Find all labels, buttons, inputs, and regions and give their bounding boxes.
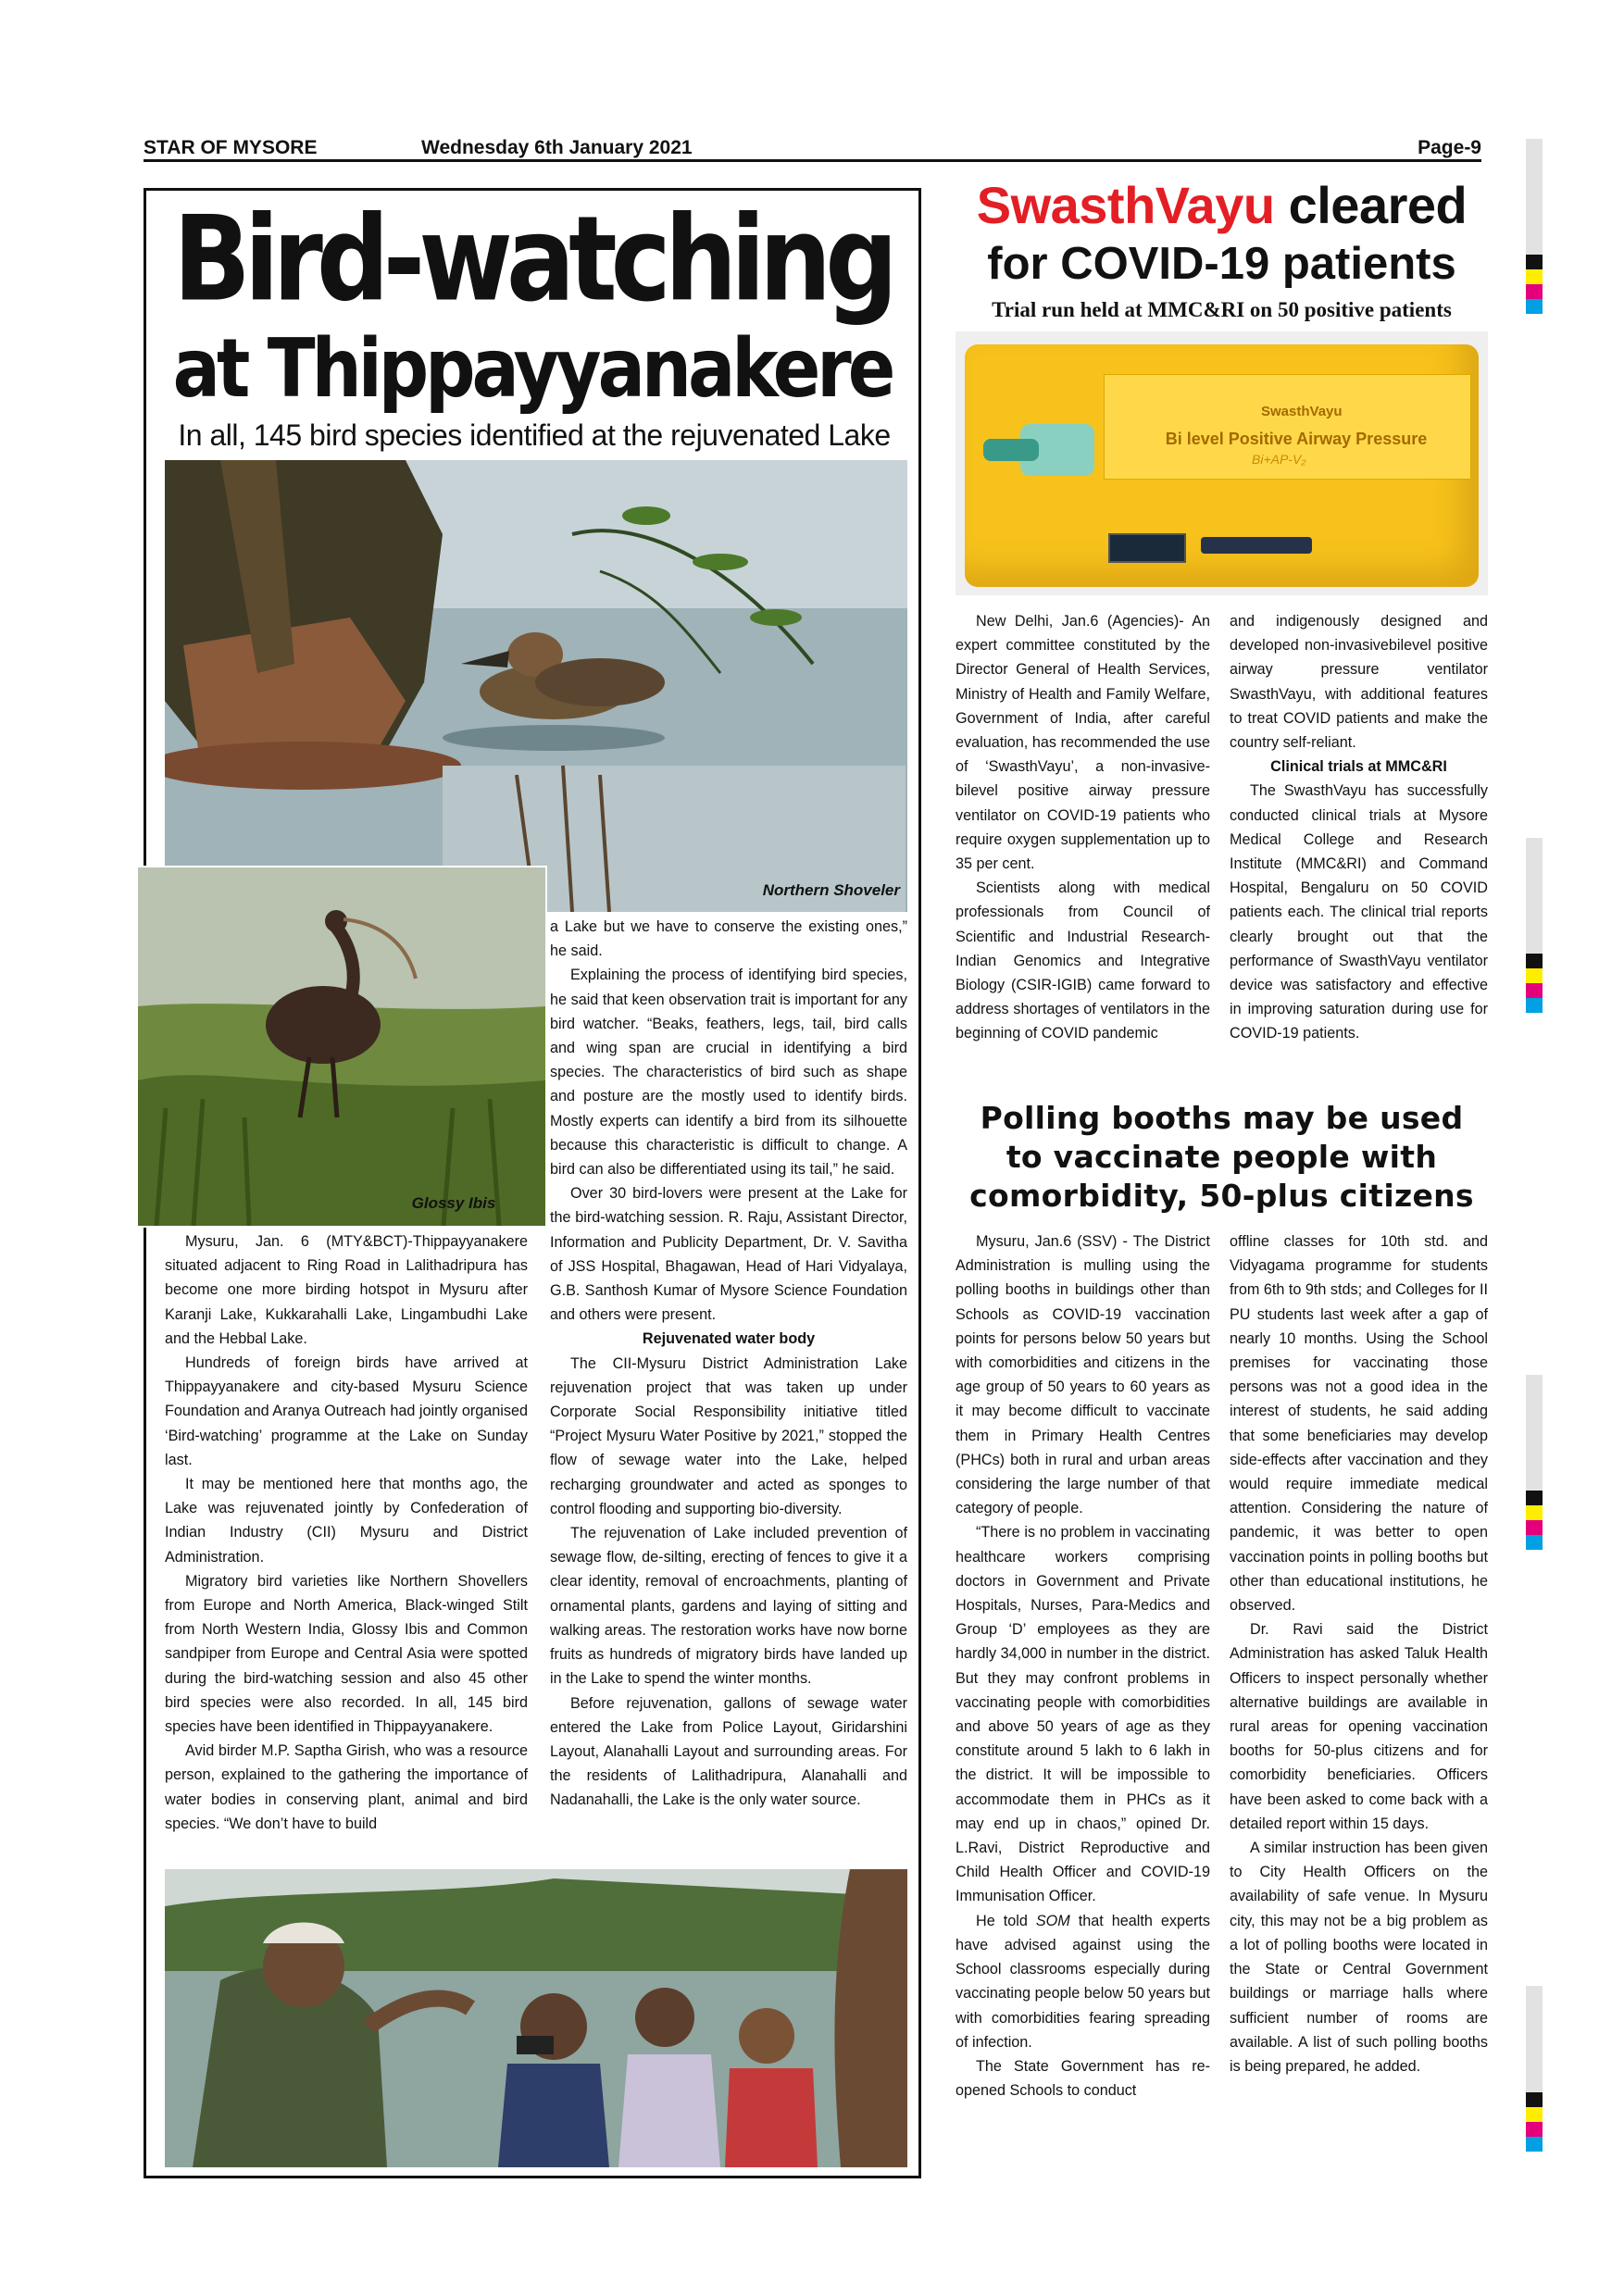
paragraph: The rejuvenation of Lake included prevention of sewage flow, de-silting, erecting of fences to give it a clear identity, removal of encroachments, planting of ornamental plants, gardens and laying of sitting and walking areas. The restoration works have now borne fruits as hundreds of migratory birds have landed up in the Lake to spend the winter months. [550, 1525, 907, 1688]
text-run: He told [976, 1912, 1036, 1929]
paragraph: A similar instruction has been given to City Health Officers on the availability of safe venue. In Mysuru city, this may not be a big problem as a lot of polling booths were located in the State or Central Government buildings or marriage halls where sufficient number of rooms are available. A list of such polling booths is being prepared, he added. [1230, 1840, 1488, 2075]
bird-headline-1: Bird-watching [173, 191, 892, 328]
device-buttons [1201, 537, 1312, 554]
paragraph: Scientists along with medical professionals from Council of Scientific and Industrial Research-Indian Genomics and Integrative Biology (CSIR-IGIB) came forward to address shortages of ventilators in the beginning of COVID pandemic [956, 880, 1210, 1042]
headline-red-word: SwasthVayu [976, 176, 1275, 234]
subhead-clinical-trials: Clinical trials at MMC&RI [1270, 758, 1447, 776]
paragraph: a Lake but we have to conserve the existing ones,” he said. [550, 918, 907, 960]
paragraph: The State Government has re-opened Schools to conduct [956, 2057, 1210, 2100]
print-mark-black [1526, 2092, 1543, 2107]
glossy-ibis-photo [136, 866, 547, 1228]
bird-watchers-photo [165, 1869, 907, 2167]
print-bar [1526, 139, 1543, 255]
print-mark-black [1526, 1491, 1543, 1505]
paragraph: offline classes for 10th std. and Vidyagama programme for students from 6th to 9th stds; and Colleges for II PU students last week after a gap of nearly 10 months. Using the School premises for vaccinating those persons was not a good idea in the interest of students, he said adding that some beneficiaries may develop side-effects after vaccination and they would require immediate medical attention. Considering the nature of pandemic, it was better to open vaccination points in polling booths but other than educational institutions, he observed. [1230, 1233, 1488, 1615]
polling-headline-2: to vaccinate people with [1006, 1139, 1438, 1175]
polling-headline-3: comorbidity, 50-plus citizens [969, 1178, 1474, 1214]
bird-story-column-2 [550, 915, 907, 1813]
swasthvayu-subhead: Trial run held at MMC&RI on 50 positive patients [992, 298, 1452, 321]
print-mark-yellow [1526, 1505, 1543, 1520]
paragraph: New Delhi, Jan.6 (Agencies)- An expert committee constituted by the Director General of Health Services, Ministry of Health and Family Welfare, Government of India, after careful evaluation, has recommended the use of ‘SwasthVayu’, a non-invasive-bilevel positive airway pressure ventilator on COVID-19 patients who require oxygen supplementation up to 35 per cent. [956, 613, 1210, 873]
print-mark-black [1526, 255, 1543, 269]
caption-shoveler: Northern Shoveler [762, 881, 900, 899]
print-mark-yellow [1526, 269, 1543, 284]
paragraph: The SwasthVayu has successfully conducted clinical trials at Mysore Medical College and Research Institute (MMC&RI) and Command Hospital, Bengaluru on 50 COVID patients each. The clinical trial reports clearly brought out that the performance of SwasthVayu ventilator device was satisfactory and effective in improving saturation during use for COVID-19 patients. [1230, 782, 1488, 1042]
print-mark-magenta [1526, 284, 1543, 299]
swasthvayu-headline [956, 178, 1488, 233]
paragraph: The CII-Mysuru District Administration Lake rejuvenation project that was taken up under Corporate Social Responsibility initiative titled “Project Mysuru Water Positive by 2021,” stopped the flow of sewage water into the Lake, helped recharging groundwater and acted as sponges to control flooding and supporting bio-diversity. [550, 1354, 907, 1517]
print-bar [1526, 838, 1543, 954]
swasthvayu-headline-2: for COVID-19 patients [987, 239, 1456, 289]
caption-ibis: Glossy Ibis [411, 1194, 496, 1212]
paragraph: It may be mentioned here that months ago, the Lake was rejuvenated jointly by Confederation of Indian Industry (CII) Mysuru and District Administration. [165, 1476, 528, 1566]
device-port-tube [983, 439, 1039, 461]
paragraph: Mysuru, Jan. 6 (MTY&BCT)-Thippayyanakere situated adjacent to Ring Road in Lalithadripura has become one more birding hotspot in Mysuru after Karanji Lake, Kukkarahalli Lake, Lingambudhi Lake and the Hebbal Lake. [165, 1233, 528, 1347]
polling-headline [956, 1099, 1488, 1216]
paragraph: Migratory bird varieties like Northern Shovellers from Europe and North America, Black-winged Stilt from North Western India, Glossy Ibis and Common sandpiper from Europe and Central Asia were spotted during the bird-watching session and also 45 other bird species were also recorded. In all, 145 bird species have been identified in Thippayyanakere. [165, 1572, 528, 1736]
print-mark-yellow [1526, 2107, 1543, 2122]
device-brand: SwasthVayu [1261, 404, 1343, 419]
print-mark-cyan [1526, 1535, 1543, 1550]
northern-shoveler-photo [165, 460, 907, 912]
device-display [1108, 533, 1186, 563]
print-mark-magenta [1526, 1520, 1543, 1535]
headline-rest: cleared [1274, 176, 1468, 234]
masthead [144, 137, 1481, 162]
issue-date: Wednesday 6th January 2021 [421, 137, 693, 158]
paragraph: Hundreds of foreign birds have arrived at Thippayyanakere and city-based Mysuru Science Foundation and Aranya Outreach had jointly organised ‘Bird-watching’ programme at the Lake on Sunday last. [165, 1354, 528, 1468]
print-mark-cyan [1526, 998, 1543, 1013]
paragraph [956, 1909, 1210, 2054]
paragraph: Dr. Ravi said the District Administration has asked Taluk Health Officers to inspect personally whether alternative buildings are available in rural areas for opening vaccination booths for 50-plus citizens and for comorbidity beneficiaries. Officers have been asked to come back with a detailed report within 15 days. [1230, 1621, 1488, 1832]
print-mark-cyan [1526, 299, 1543, 314]
print-mark-magenta [1526, 983, 1543, 998]
print-mark-black [1526, 954, 1543, 968]
paragraph: Avid birder M.P. Saptha Girish, who was a resource person, explained to the gathering the importance of water bodies in conserving plant, animal and bird species. “We don’t have to build [165, 1742, 528, 1832]
paragraph: “There is no problem in vaccinating healthcare workers comprising doctors in Government and Private Hospitals, Nurses, Para-Medics and Group ‘D’ employees as they are hardly 34,000 in number in the district. But they may confront problems in vaccinating people with comorbidities and above 50 years of age as they constitute around 5 lakh to 6 lakh in the district. It will be impossible to accommodate them in PHCs as it may end up in chaos,” opined Dr. L.Ravi, District Reproductive and Child Health Officer and COVID-19 Immunisation Officer. [956, 1524, 1210, 1905]
device-label: Bi level Positive Airway Pressure [1165, 430, 1428, 448]
swasthvayu-device-photo [956, 331, 1488, 595]
device-sub: Bi+AP-V₂ [1252, 452, 1306, 467]
swasthvayu-column-b [1230, 609, 1488, 1046]
text-run: that health experts have advised against using the School classrooms especially during vaccinating people below 50 years but with comorbidities fearing spreading of infection. [956, 1912, 1210, 2051]
swasthvayu-column-a [956, 609, 1210, 1046]
polling-column-b [1230, 1229, 1488, 2078]
print-bar [1526, 1986, 1543, 2092]
text-run-em: SOM [1035, 1912, 1070, 1929]
bird-headline-2: at Thippayyanakere [172, 320, 893, 416]
paragraph: and indigenously designed and developed non-invasivebilevel positive airway pressure ventilator SwasthVayu, with additional features to treat COVID patients and make the country self-reliant. [1230, 613, 1488, 752]
paragraph: Mysuru, Jan.6 (SSV) - The District Administration is mulling using the polling booths in buildings other than Schools as COVID-19 vaccination points for persons below 50 years but with comorbidities and citizens in the age group of 50 years to 60 years as it may become difficult to vaccinate them in Primary Health Centres (PHCs) both in rural and urban areas considering the large number of that category of people. [956, 1233, 1210, 1517]
paragraph: Over 30 bird-lovers were present at the Lake for the bird-watching session. R. Raju, Assistant Director, Information and Publicity Department, Dr. V. Savitha of JSS Hospital, Bhagawan, Head of Hari Vidyalaya, G.B. Santhosh Kumar of Mysore Science Foundation and others were present. [550, 1185, 907, 1324]
subhead-rejuvenated: Rejuvenated water body [642, 1330, 816, 1348]
paper-name: STAR OF MYSORE [144, 137, 318, 158]
print-mark-cyan [1526, 2137, 1543, 2152]
paragraph: Before rejuvenation, gallons of sewage water entered the Lake from Police Layout, Giridarshini Layout, Alanahalli Layout and surrounding areas. For the residents of Lalithadripura, Alanahalli and Nadanahalli, the Lake is the only water source. [550, 1694, 907, 1809]
bird-story-column-1 [165, 1229, 528, 1836]
polling-headline-1: Polling booths may be used [980, 1100, 1464, 1136]
paragraph: Explaining the process of identifying bird species, he said that keen observation trait is important for any bird watcher. “Beaks, feathers, legs, tail, bird calls and wing span are crucial in identifying a bird species. The characteristics of bird such as shape and posture are the mostly used to identify birds. Mostly experts can identify a bird from its silhouette because this characteristic is difficult to change. A bird can also be differentiated using its tail,” he said. [550, 967, 907, 1179]
print-mark-magenta [1526, 2122, 1543, 2137]
bird-subhead: In all, 145 bird species identified at the rejuvenated Lake [178, 418, 891, 452]
print-bar [1526, 1375, 1543, 1491]
polling-column-a [956, 1229, 1210, 2103]
page-number: Page-9 [1418, 137, 1481, 158]
print-mark-yellow [1526, 968, 1543, 983]
